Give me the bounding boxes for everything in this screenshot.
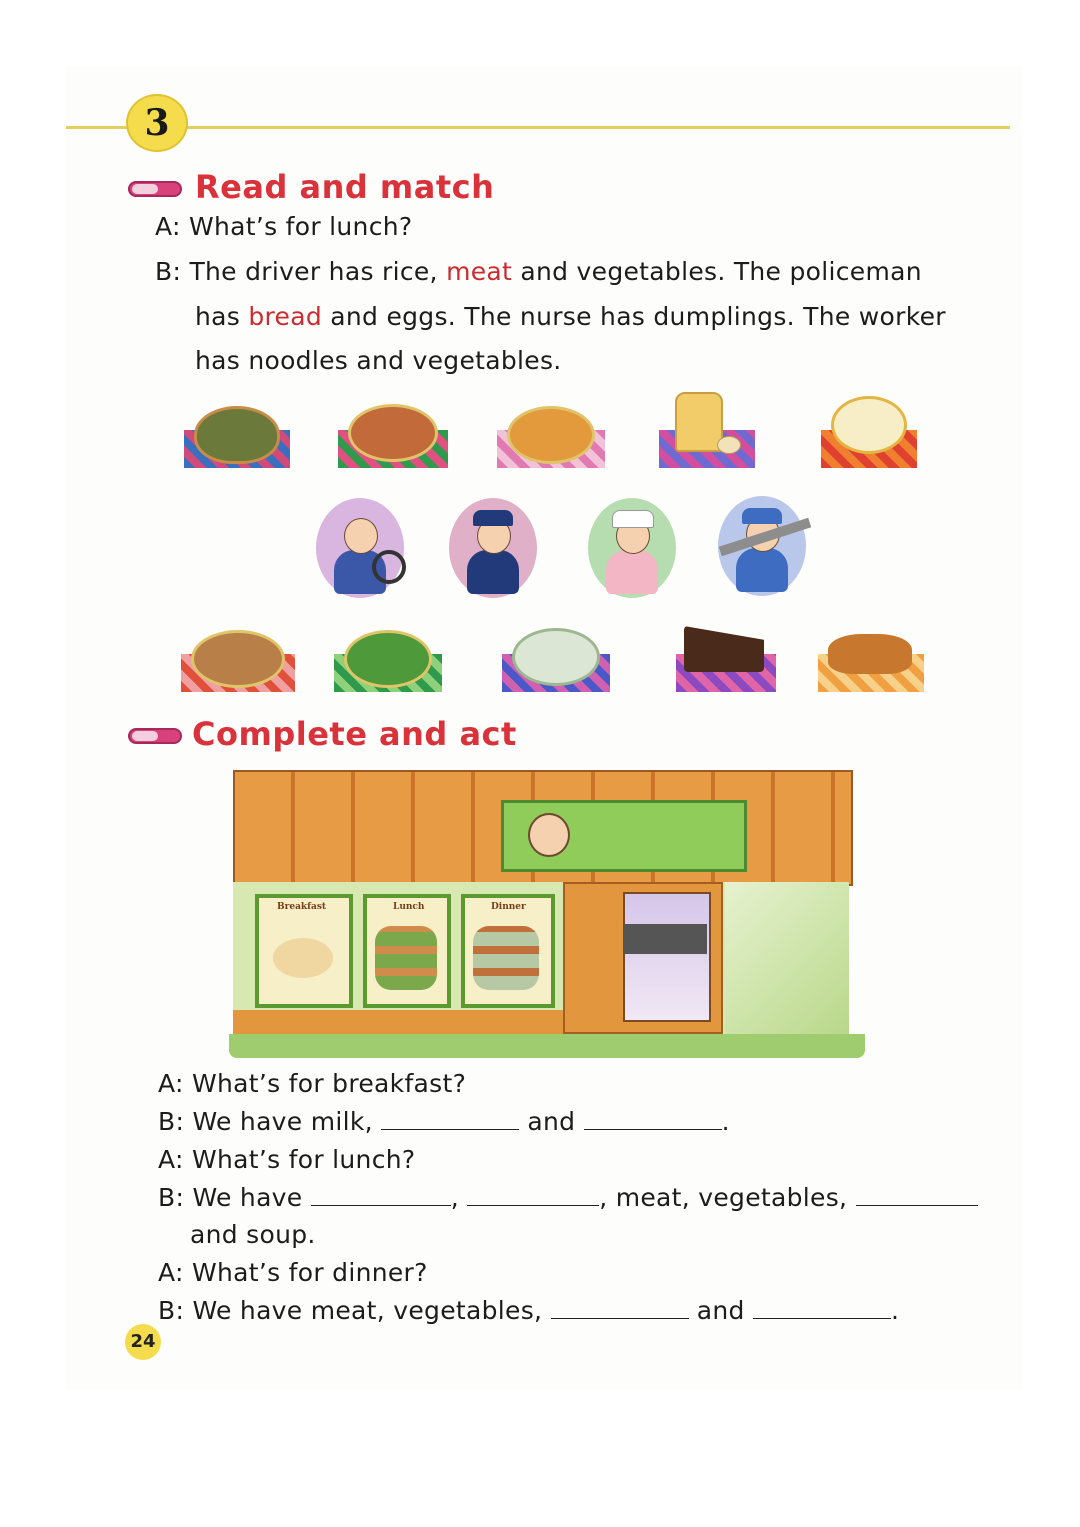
chef-icon [528, 813, 570, 857]
line-text: What’s for lunch? [191, 1145, 416, 1174]
line-punctuation: . [721, 1107, 730, 1136]
cake-picture [676, 616, 776, 692]
line-text: What’s for lunch? [188, 212, 413, 241]
line-punctuation: . [890, 1296, 900, 1325]
answer-blank[interactable] [467, 1185, 599, 1206]
line-text: We have milk, [192, 1107, 373, 1136]
restaurant-illustration [233, 770, 869, 1060]
speaker: A: [158, 1145, 184, 1174]
dialogue-line-dinner-question [158, 1258, 428, 1287]
answer-blank[interactable] [551, 1298, 689, 1319]
page-number-badge: 24 [125, 1324, 161, 1360]
menu-board-label: Lunch [393, 902, 425, 912]
line-text: , meat, vegetables, [599, 1183, 848, 1212]
dumplings-picture [502, 626, 610, 692]
answer-blank[interactable] [584, 1109, 722, 1130]
speaker: A: [158, 1069, 184, 1098]
highlight-word-meat: meat [446, 257, 513, 286]
speaker: B: [158, 1183, 185, 1212]
line-text: and vegetables. The policeman [512, 257, 922, 286]
dialogue-line-lunch-question [158, 1145, 415, 1174]
fish-dish-picture [181, 626, 295, 692]
vegetables-picture [334, 628, 442, 692]
noodles-picture [184, 388, 290, 468]
dialogue-line-breakfast-answer [158, 1107, 730, 1136]
dialogue-line-3 [195, 302, 946, 331]
line-punctuation: , [450, 1183, 459, 1212]
line-text: We have [192, 1183, 303, 1212]
menu-board-breakfast [255, 894, 353, 1008]
answer-blank[interactable] [856, 1185, 978, 1206]
menu-board-dinner [461, 894, 555, 1008]
unit-rule [66, 126, 1010, 129]
line-text: What’s for dinner? [191, 1258, 428, 1287]
dialogue-line-breakfast-question [158, 1069, 466, 1098]
section-marker-icon [128, 181, 182, 197]
answer-blank[interactable] [311, 1185, 451, 1206]
line-text: We have meat, vegetables, [192, 1296, 543, 1325]
worker-picture [718, 496, 806, 596]
line-text: and [696, 1296, 745, 1325]
speaker: A: [155, 212, 181, 241]
menu-board-label: Dinner [491, 902, 526, 912]
section-heading-complete-and-act: Complete and act [192, 715, 517, 753]
speaker: A: [158, 1258, 184, 1287]
dialogue-line-1 [155, 212, 412, 241]
speaker: B: [158, 1107, 185, 1136]
dialogue-line-lunch-answer-cont [190, 1220, 316, 1249]
section-marker-icon [128, 728, 182, 744]
dialogue-line-dinner-answer [158, 1296, 899, 1325]
menu-board-label: Breakfast [277, 902, 327, 912]
answer-blank[interactable] [753, 1298, 891, 1319]
unit-number-badge: 3 [126, 94, 188, 152]
line-text: The driver has rice, [189, 257, 447, 286]
menu-board-lunch [363, 894, 451, 1008]
line-text: and eggs. The nurse has dumplings. The worker [322, 302, 946, 331]
meat-dish-picture [338, 396, 448, 468]
dialogue-line-lunch-answer [158, 1183, 978, 1212]
speaker: B: [155, 257, 182, 286]
driver-picture [316, 498, 404, 598]
line-text: What’s for breakfast? [191, 1069, 467, 1098]
answer-blank[interactable] [381, 1109, 519, 1130]
nurse-picture [588, 498, 676, 598]
line-text: has noodles and vegetables. [195, 346, 562, 375]
roast-chicken-picture [497, 384, 605, 468]
section-heading-read-and-match: Read and match [195, 168, 495, 206]
restaurant-door [563, 882, 723, 1034]
line-text: has [195, 302, 249, 331]
restaurant-sign [501, 800, 747, 872]
rice-bowl-picture [821, 392, 917, 468]
pastry-picture [818, 626, 924, 692]
line-text: and [527, 1107, 576, 1136]
dialogue-line-4 [195, 346, 562, 375]
bread-and-eggs-picture [659, 382, 755, 468]
line-text: and soup. [190, 1220, 316, 1249]
policeman-picture [449, 498, 537, 598]
highlight-word-bread: bread [248, 302, 323, 331]
speaker: B: [158, 1296, 185, 1325]
dialogue-line-2 [155, 257, 922, 286]
